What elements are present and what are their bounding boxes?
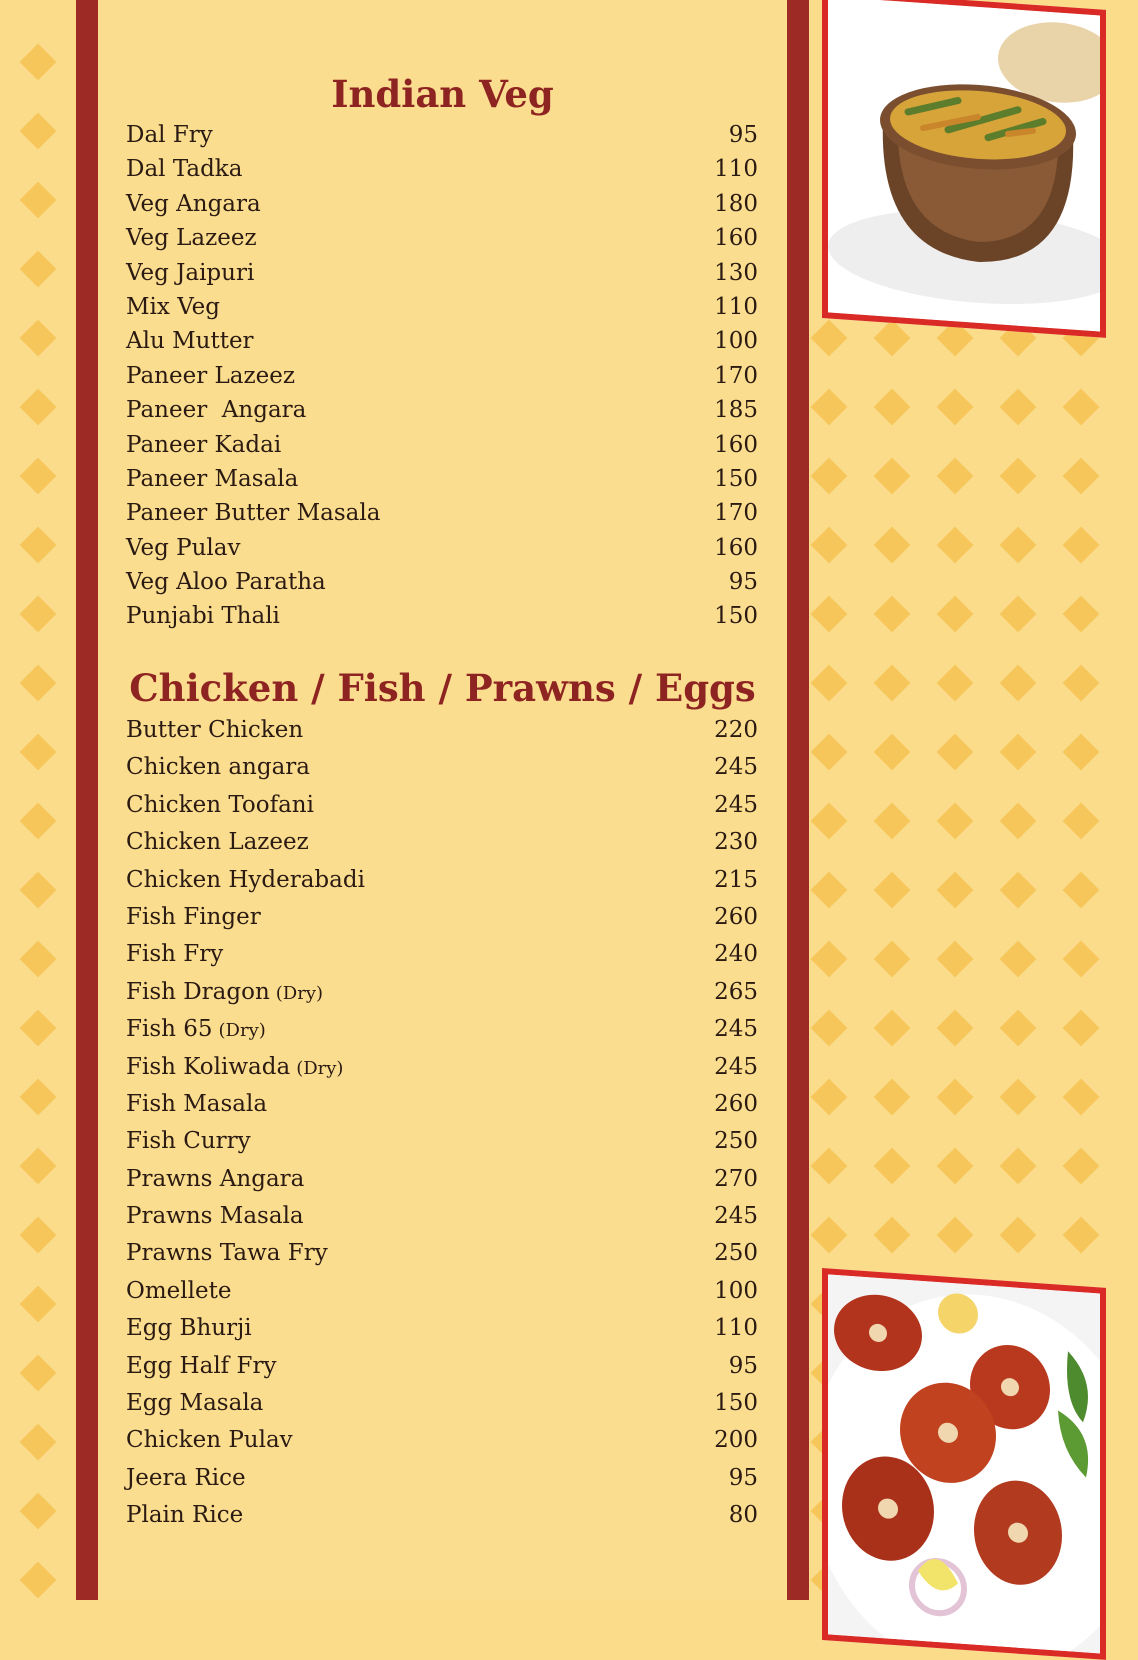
menu-item-name: Veg Jaipuri <box>126 259 255 286</box>
menu-item-label <box>126 754 310 780</box>
menu-item <box>126 363 758 397</box>
menu-item <box>126 466 758 500</box>
diamond-shape <box>1000 665 1037 702</box>
left-border-bar <box>76 0 98 1600</box>
menu-item-name: Prawns Masala <box>126 1203 304 1230</box>
menu-item <box>126 979 758 1016</box>
menu-item-label <box>126 156 242 182</box>
menu-list-chicken-fish-prawns-eggs <box>126 717 758 1540</box>
menu-item-label <box>126 1240 328 1266</box>
diamond-shape <box>20 182 57 219</box>
diamond-shape <box>20 1562 57 1599</box>
menu-item-price: 215 <box>714 866 758 893</box>
menu-item-name: Paneer Lazeez <box>126 362 295 389</box>
menu-item-price: 150 <box>714 1390 758 1417</box>
menu-item-label <box>126 466 298 492</box>
menu-item <box>126 535 758 569</box>
menu-item-name: Chicken Toofani <box>126 791 314 818</box>
menu-item-price: 110 <box>714 293 758 320</box>
menu-item <box>126 1016 758 1053</box>
menu-item-label <box>126 1315 252 1341</box>
diamond-shape <box>1000 527 1037 564</box>
diamond-shape <box>20 320 57 357</box>
diamond-shape <box>937 734 974 771</box>
menu-item-price: 245 <box>714 791 758 818</box>
menu-item <box>126 1315 758 1352</box>
diamond-shape <box>1063 1079 1100 1116</box>
diamond-shape <box>20 872 57 909</box>
diamond-shape <box>20 1079 57 1116</box>
menu-item-name: Fish Masala <box>126 1090 268 1117</box>
diamond-shape <box>20 1355 57 1392</box>
menu-item-name: Fish Dragon <box>126 978 270 1005</box>
menu-item-name: Jeera Rice <box>126 1464 246 1491</box>
menu-item-price: 95 <box>728 1352 758 1379</box>
menu-item-label <box>126 829 309 855</box>
menu-item-name: Paneer Masala <box>126 465 299 492</box>
diamond-shape <box>1063 1148 1100 1185</box>
menu-item-label <box>126 1353 276 1379</box>
left-diamond-pattern <box>0 0 80 1600</box>
menu-item-label <box>126 1502 243 1528</box>
diamond-shape <box>874 596 911 633</box>
menu-item <box>126 1166 758 1203</box>
diamond-shape <box>811 596 848 633</box>
menu-item <box>126 1091 758 1128</box>
diamond-shape <box>20 665 57 702</box>
diamond-shape <box>1000 1010 1037 1047</box>
menu-item-label <box>126 1278 231 1304</box>
diamond-shape <box>937 665 974 702</box>
diamond-shape <box>1063 389 1100 426</box>
diamond-shape <box>937 458 974 495</box>
diamond-shape <box>874 1079 911 1116</box>
menu-item-label <box>126 867 365 893</box>
diamond-shape <box>1063 665 1100 702</box>
diamond-shape <box>1063 458 1100 495</box>
menu-item <box>126 603 758 637</box>
diamond-shape <box>811 872 848 909</box>
diamond-shape <box>874 1010 911 1047</box>
menu-item <box>126 792 758 829</box>
diamond-shape <box>811 1010 848 1047</box>
menu-item <box>126 1128 758 1165</box>
menu-item <box>126 225 758 259</box>
menu-item-name: Dal Tadka <box>126 156 243 183</box>
menu-item-price: 160 <box>714 431 758 458</box>
menu-item <box>126 1278 758 1315</box>
diamond-shape <box>1063 872 1100 909</box>
diamond-shape <box>811 389 848 426</box>
menu-item <box>126 941 758 978</box>
menu-list-indian-veg <box>126 122 758 638</box>
menu-item-price: 160 <box>714 225 758 252</box>
menu-item-label <box>126 904 261 930</box>
diamond-shape <box>937 1148 974 1185</box>
menu-item-label <box>126 500 380 526</box>
menu-item-note: (Dry) <box>275 982 324 1004</box>
menu-item-price: 250 <box>714 1240 758 1267</box>
menu-item-label <box>126 225 257 251</box>
diamond-shape <box>1000 389 1037 426</box>
menu-item-name: Fish Fry <box>126 941 224 968</box>
menu-item <box>126 867 758 904</box>
menu-item-label <box>126 717 303 743</box>
menu-item-name: Fish Koliwada <box>126 1053 291 1080</box>
diamond-shape <box>1000 734 1037 771</box>
section-title-chicken-fish-prawns-eggs: Chicken / Fish / Prawns / Eggs <box>129 666 756 710</box>
menu-item <box>126 432 758 466</box>
menu-item-price: 185 <box>714 397 758 424</box>
diamond-shape <box>20 596 57 633</box>
menu-item-label <box>126 122 213 148</box>
menu-item <box>126 156 758 190</box>
menu-item-label <box>126 535 241 561</box>
menu-item-price: 200 <box>714 1427 758 1454</box>
menu-item <box>126 904 758 941</box>
menu-item-price: 220 <box>714 717 758 743</box>
diamond-shape <box>874 458 911 495</box>
diamond-shape <box>874 527 911 564</box>
diamond-shape <box>1063 803 1100 840</box>
diamond-shape <box>874 665 911 702</box>
diamond-shape <box>874 389 911 426</box>
diamond-shape <box>20 389 57 426</box>
menu-item-price: 245 <box>714 1203 758 1230</box>
menu-item-label <box>126 792 314 818</box>
diamond-shape <box>1063 1010 1100 1047</box>
diamond-shape <box>1000 1217 1037 1254</box>
diamond-shape <box>811 803 848 840</box>
menu-item-price: 100 <box>714 1277 758 1304</box>
menu-item <box>126 717 758 754</box>
menu-item <box>126 191 758 225</box>
menu-item-label <box>126 1091 267 1117</box>
menu-item-name: Punjabi Thali <box>126 603 280 630</box>
diamond-shape <box>937 389 974 426</box>
menu-item-label <box>126 1054 343 1080</box>
diamond-shape <box>811 320 848 357</box>
menu-item-price: 170 <box>714 362 758 389</box>
menu-item <box>126 328 758 362</box>
diamond-shape <box>20 1424 57 1461</box>
menu-item-label <box>126 941 223 967</box>
menu-item-price: 265 <box>714 978 758 1005</box>
menu-item-label <box>126 1203 304 1229</box>
menu-item <box>126 122 758 156</box>
diamond-shape <box>874 941 911 978</box>
menu-item <box>126 1427 758 1464</box>
menu-item-label <box>126 1390 263 1416</box>
diamond-shape <box>20 734 57 771</box>
menu-item-label <box>126 1465 246 1491</box>
menu-item-price: 245 <box>714 1016 758 1043</box>
diamond-shape <box>20 1217 57 1254</box>
diamond-shape <box>937 803 974 840</box>
menu-item-price: 150 <box>714 465 758 492</box>
diamond-shape <box>20 527 57 564</box>
menu-item-label <box>126 1166 304 1192</box>
diamond-shape <box>937 1217 974 1254</box>
menu-item-price: 250 <box>714 1128 758 1155</box>
diamond-shape <box>811 1148 848 1185</box>
menu-item-price: 260 <box>714 1090 758 1117</box>
diamond-shape <box>937 1010 974 1047</box>
diamond-shape <box>1063 596 1100 633</box>
diamond-shape <box>1063 734 1100 771</box>
menu-item-name: Veg Angara <box>126 190 261 217</box>
diamond-shape <box>20 44 57 81</box>
diamond-shape <box>811 1217 848 1254</box>
menu-item-label <box>126 432 281 458</box>
menu-item-price: 260 <box>714 903 758 930</box>
menu-item <box>126 1465 758 1502</box>
menu-item <box>126 1502 758 1539</box>
menu-item <box>126 294 758 328</box>
menu-item-name: Paneer Butter Masala <box>126 500 381 527</box>
menu-item-price: 245 <box>714 1053 758 1080</box>
menu-item-note: (Dry) <box>296 1057 344 1079</box>
diamond-shape <box>937 596 974 633</box>
diamond-shape <box>937 872 974 909</box>
menu-item-name: Prawns Tawa Fry <box>126 1240 328 1267</box>
menu-item <box>126 569 758 603</box>
diamond-shape <box>1000 1079 1037 1116</box>
menu-item-price: 240 <box>714 941 758 968</box>
menu-item <box>126 1240 758 1277</box>
menu-item-name: Paneer Kadai <box>126 431 282 458</box>
menu-item-price: 160 <box>714 534 758 561</box>
diamond-shape <box>874 320 911 357</box>
menu-item-price: 130 <box>714 259 758 286</box>
diamond-shape <box>874 734 911 771</box>
menu-item-name: Alu Mutter <box>126 328 254 355</box>
diamond-shape <box>811 458 848 495</box>
menu-item-name: Prawns Angara <box>126 1165 305 1192</box>
menu-item-name: Veg Aloo Paratha <box>126 569 326 596</box>
diamond-shape <box>937 941 974 978</box>
menu-item-name: Chicken Lazeez <box>126 829 309 856</box>
diamond-shape <box>937 527 974 564</box>
diamond-shape <box>1000 872 1037 909</box>
diamond-shape <box>811 941 848 978</box>
menu-item-label <box>126 1128 251 1154</box>
diamond-shape <box>20 113 57 150</box>
menu-item-price: 230 <box>714 829 758 856</box>
menu-item-name: Egg Bhurji <box>126 1315 252 1342</box>
menu-item-price: 150 <box>714 603 758 630</box>
diamond-shape <box>1000 941 1037 978</box>
diamond-shape <box>20 251 57 288</box>
menu-item-price: 100 <box>714 328 758 355</box>
menu-item <box>126 1353 758 1390</box>
menu-item <box>126 754 758 791</box>
diamond-shape <box>811 665 848 702</box>
diamond-shape <box>20 458 57 495</box>
menu-item-price: 95 <box>728 1464 758 1491</box>
menu-item-name: Mix Veg <box>126 293 221 320</box>
menu-item <box>126 397 758 431</box>
fish-fry-photo <box>822 1268 1106 1660</box>
menu-item-name: Chicken Pulav <box>126 1427 293 1454</box>
diamond-shape <box>20 803 57 840</box>
menu-item-name: Chicken Hyderabadi <box>126 866 365 893</box>
right-border-bar <box>787 0 809 1600</box>
menu-item-name: Omellete <box>126 1277 232 1304</box>
menu-item-label <box>126 1016 266 1042</box>
menu-item-name: Fish 65 <box>126 1016 213 1043</box>
diamond-shape <box>874 872 911 909</box>
menu-item-price: 95 <box>728 569 758 596</box>
menu-item <box>126 1390 758 1427</box>
diamond-shape <box>20 1010 57 1047</box>
diamond-shape <box>811 1079 848 1116</box>
menu-item-name: Fish Finger <box>126 903 261 930</box>
diamond-shape <box>20 1148 57 1185</box>
menu-item-price: 170 <box>714 500 758 527</box>
diamond-shape <box>1000 1148 1037 1185</box>
menu-item-name: Egg Half Fry <box>126 1352 277 1379</box>
diamond-shape <box>1000 596 1037 633</box>
diamond-shape <box>874 1148 911 1185</box>
menu-item-price: 110 <box>714 156 758 183</box>
diamond-shape <box>811 527 848 564</box>
diamond-shape <box>811 734 848 771</box>
menu-item-name: Egg Masala <box>126 1390 264 1417</box>
menu-panel <box>98 0 787 1600</box>
diamond-shape <box>1000 803 1037 840</box>
menu-item-name: Chicken angara <box>126 754 310 781</box>
menu-item-name: Fish Curry <box>126 1128 251 1155</box>
menu-item-label <box>126 294 220 320</box>
diamond-shape <box>1000 458 1037 495</box>
menu-item-label <box>126 1427 293 1453</box>
menu-item <box>126 1054 758 1091</box>
diamond-shape <box>20 1286 57 1323</box>
diamond-shape <box>937 1079 974 1116</box>
menu-item-label <box>126 979 323 1005</box>
menu-item-name: Plain Rice <box>126 1502 244 1529</box>
diamond-shape <box>874 803 911 840</box>
menu-item-note: (Dry) <box>218 1020 266 1042</box>
menu-item-price: 80 <box>728 1502 758 1529</box>
menu-item <box>126 260 758 294</box>
menu-item <box>126 500 758 534</box>
menu-item-price: 180 <box>714 190 758 217</box>
menu-item-label <box>126 328 254 354</box>
menu-item-price: 110 <box>714 1315 758 1342</box>
menu-item <box>126 829 758 866</box>
menu-item-label <box>126 363 295 389</box>
menu-item-name: Butter Chicken <box>126 717 304 743</box>
diamond-shape <box>1063 1217 1100 1254</box>
menu-item-label <box>126 191 261 217</box>
menu-item-price: 270 <box>714 1165 758 1192</box>
diamond-shape <box>20 941 57 978</box>
diamond-shape <box>874 1217 911 1254</box>
menu-item <box>126 1203 758 1240</box>
menu-item-label <box>126 603 280 629</box>
veg-curry-photo <box>822 0 1106 338</box>
menu-item-name: Veg Lazeez <box>126 225 257 252</box>
menu-item-name: Dal Fry <box>126 122 213 148</box>
menu-item-label <box>126 397 306 423</box>
menu-item-name: Veg Pulav <box>126 534 241 561</box>
section-title-indian-veg: Indian Veg <box>331 72 554 116</box>
diamond-shape <box>1063 941 1100 978</box>
menu-item-label <box>126 260 254 286</box>
menu-item-name: Paneer Angara <box>126 397 307 424</box>
diamond-shape <box>1063 527 1100 564</box>
diamond-shape <box>20 1493 57 1530</box>
menu-item-price: 95 <box>728 122 758 148</box>
menu-item-label <box>126 569 326 595</box>
menu-item-price: 245 <box>714 754 758 781</box>
